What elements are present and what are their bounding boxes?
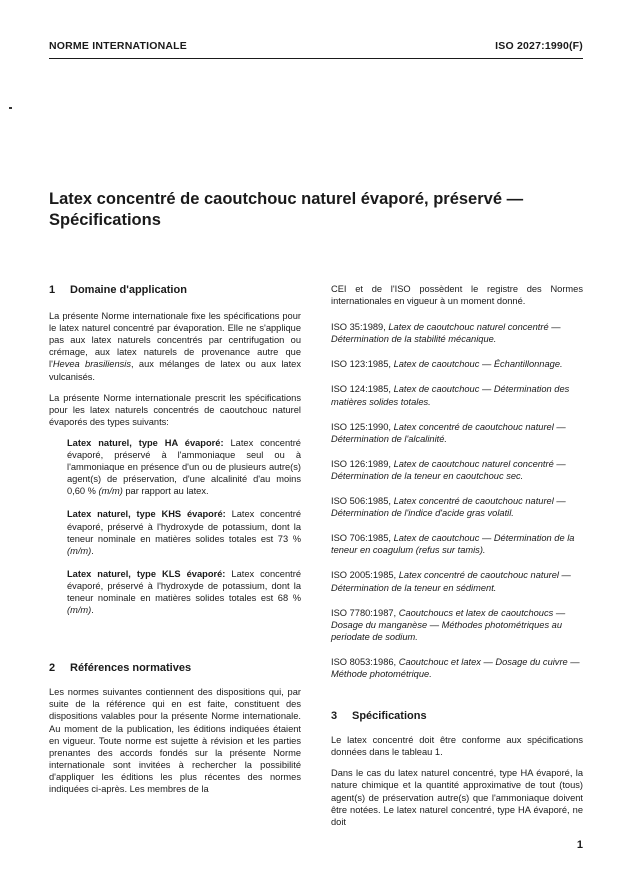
normative-reference xyxy=(331,495,583,519)
page-number: 1 xyxy=(576,839,583,851)
section-1-paragraph-2: La présente Norme internationale prescrit les spécifications pour les latex naturels concentrés de caoutchouc naturel évaporés des types suivants: xyxy=(49,392,301,427)
definition-kls-text: Latex concentré évaporé, préservé à l'hydroxyde de potassium, dont la teneur nominale en matières solides totales est 68 % xyxy=(67,568,301,603)
definition-ha xyxy=(67,437,301,497)
normative-reference xyxy=(331,532,583,556)
definition-ha-term: Latex naturel, type HA évaporé: xyxy=(67,437,224,448)
definition-ha-unit: (m/m) xyxy=(98,486,123,497)
reference-title: Caoutchouc et latex — Dosage du cuivre — Méthode photométrique. xyxy=(331,656,580,679)
reference-code: ISO 8053:1986, xyxy=(331,656,397,667)
reference-code: ISO 124:1985, xyxy=(331,384,391,395)
definition-khs-unit: (m/m) xyxy=(67,545,92,556)
section-3-paragraph-2: Dans le cas du latex naturel concentré, type HA évaporé, la nature chimique et la quantité approximative de tout (tous) agent(s) de préservation autre(s) que l'ammoniaque doivent être notées. Le latex naturel concentré, type HA évaporé, ne doit xyxy=(331,768,583,827)
normative-reference xyxy=(331,458,583,482)
reference-code: ISO 2005:1985, xyxy=(331,570,397,581)
normative-reference xyxy=(331,656,583,680)
definition-khs-term: Latex naturel, type KHS évaporé: xyxy=(67,509,226,520)
definition-kls-unit: (m/m) xyxy=(67,605,92,616)
reference-code: ISO 35:1989, xyxy=(331,322,386,333)
reference-title: Latex de caoutchouc — Échantillonnage. xyxy=(393,359,563,370)
normative-reference xyxy=(331,358,583,370)
section-2-title: Références normatives xyxy=(70,662,192,675)
reference-code: ISO 123:1985, xyxy=(331,359,391,370)
reference-code: ISO 506:1985, xyxy=(331,496,391,507)
definition-khs xyxy=(67,508,301,556)
reference-code: ISO 7780:1987, xyxy=(331,607,397,618)
definition-kls-tail: . xyxy=(91,605,94,616)
reference-title: Latex de caoutchouc naturel concentré — Détermination de la stabilité mécanique. xyxy=(331,322,561,345)
section-3-number: 3 xyxy=(331,710,338,723)
document-title xyxy=(49,189,589,231)
reference-title: Caoutchoucs et latex de caoutchoucs — Dosage du manganèse — Méthodes photométriques au periodate de sodium. xyxy=(331,607,566,642)
definition-ha-tail: par rapport au latex. xyxy=(122,486,209,497)
section-2-number: 2 xyxy=(49,662,56,675)
normative-reference xyxy=(331,607,583,643)
reference-title: Latex de caoutchouc naturel concentré — Détermination de la teneur en caoutchouc sec. xyxy=(331,458,566,481)
definition-khs-tail: . xyxy=(91,545,94,556)
reference-title: Latex de caoutchouc — Détermination des matières solides totales. xyxy=(331,384,570,407)
scope-text-a: La présente Norme internationale fixe les spécifications pour le latex naturel concentré par évaporation. Elle ne s'applique pas aux latex naturels concentrés par centrifugation ou crémage, aux latex naturels de provenance autre que l' xyxy=(49,311,301,370)
section-2-paragraph-continued: CEI et de l'ISO possèdent le registre des Normes internationales en vigueur à un moment donné. xyxy=(331,284,583,307)
section-3-heading xyxy=(331,710,583,722)
section-1-heading xyxy=(49,284,301,296)
left-column xyxy=(49,284,301,804)
header-standard-code: ISO 2027:1990(F) xyxy=(495,40,583,52)
normative-reference xyxy=(331,321,583,345)
definition-khs-text: Latex concentré évaporé, préservé à l'hydroxyde de potassium, dont la teneur nominale en matières solides totales est 73 % xyxy=(67,509,301,544)
section-1-title: Domaine d'application xyxy=(70,284,187,296)
header-standard-type: NORME INTERNATIONALE xyxy=(49,40,187,52)
section-2-paragraph-1: Les normes suivantes contiennent des dispositions qui, par suite de la référence qui en est faite, constituent des dispositions valables pour la présente Norme internationale. Au moment de la publication, les éditions indiquées étaient en vigueur. Toute norme est sujette à révision et les parties prenantes des accords fondés sur la présente Norme internationale sont invitées à rechercher la possibilité d'appliquer les éditions les plus récentes des normes indiquées ci-après. Les membres de la xyxy=(49,687,301,794)
scope-text-b: , aux mélanges de latex ou aux latex vulcanisés. xyxy=(49,359,301,382)
normative-reference xyxy=(331,383,583,407)
title-line-2: Spécifications xyxy=(49,211,161,229)
normative-reference xyxy=(331,421,583,445)
definition-kls xyxy=(67,568,301,616)
section-1-paragraph-1 xyxy=(49,310,301,383)
section-3-paragraph-1: Le latex concentré doit être conforme aux spécifications données dans le tableau 1. xyxy=(331,735,583,758)
reference-title: Latex concentré de caoutchouc naturel — Détermination de l'alcalinité. xyxy=(331,421,566,444)
right-column xyxy=(331,283,583,837)
title-line-1: Latex concentré de caoutchouc naturel évaporé, préservé — xyxy=(49,190,524,208)
reference-code: ISO 126:1989, xyxy=(331,458,391,469)
reference-title: Latex concentré de caoutchouc naturel — Détermination de l'indice d'acide gras volatil. xyxy=(331,496,566,519)
definition-ha-text: Latex concentré évaporé, préservé à l'ammoniaque seul ou à l'ammoniaque en présence d'un ou de plusieurs autre(s) agent(s) de préservation, d'une alcalinité d'au moins 0,60 % xyxy=(67,437,301,497)
scope-text-italic: Hevea brasiliensis xyxy=(52,359,132,370)
reference-code: ISO 125:1990, xyxy=(331,421,391,432)
normative-reference xyxy=(331,569,583,593)
definition-kls-term: Latex naturel, type KLS évaporé: xyxy=(67,568,226,579)
section-1-number: 1 xyxy=(49,284,56,296)
reference-title: Latex de caoutchouc — Détermination de la teneur en coagulum (refus sur tamis). xyxy=(331,533,575,556)
section-3-title: Spécifications xyxy=(352,710,427,723)
reference-title: Latex concentré de caoutchouc naturel — Détermination de la teneur en sédiment. xyxy=(331,570,571,593)
header-rule xyxy=(49,58,583,59)
reference-code: ISO 706:1985, xyxy=(331,533,391,544)
section-2-heading xyxy=(49,662,301,674)
margin-mark xyxy=(9,107,12,109)
